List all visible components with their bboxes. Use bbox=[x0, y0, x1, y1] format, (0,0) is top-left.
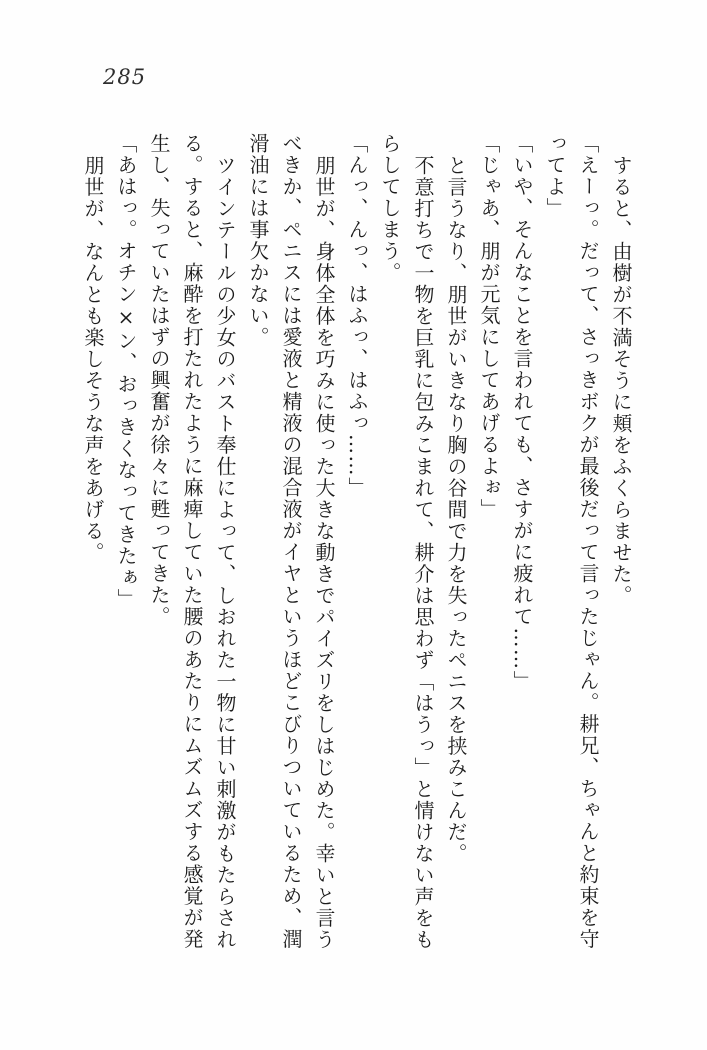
text-column: らしてしまう。 bbox=[378, 133, 402, 284]
text-column: と言うなり、朋世がいきなり胸の谷間で力を失ったペニスを挟みこんだ。 bbox=[444, 154, 468, 864]
text-column: 「んっ、んっ、はふっ、はふっ……」 bbox=[345, 133, 369, 499]
text-column: 不意打ちで一物を巨乳に包みこまれて、耕介は思わず「はうっ」と情けない声をも bbox=[411, 154, 435, 950]
text-column: る。すると、麻酔を打たれたように麻痺していた腰のあたりにムズムズする感覚が発 bbox=[180, 133, 204, 950]
text-column: 朋世が、なんとも楽しそうな声をあげる。 bbox=[81, 154, 105, 563]
text-column: ツインテールの少女のバスト奉仕によって、しおれた一物に甘い刺激がもたらされ bbox=[213, 154, 237, 950]
text-column: 朋世が、身体全体を巧みに使った大きな動きでパイズリをしはじめた。幸いと言う bbox=[312, 154, 336, 950]
text-column: 「いや、そんなことを言われても、さすがに疲れて……」 bbox=[510, 133, 534, 692]
text-column: べきか、ペニスには愛液と精液の混合液がイヤというほどこびりついているため、潤 bbox=[279, 133, 303, 950]
text-column: 「あはっ。オチン×ン、おっきくなってきたぁ」 bbox=[114, 133, 138, 610]
text-column: 「えーっ。だって、さっきボクが最後だって言ったじゃん。耕兄、ちゃんと約束を守 bbox=[576, 133, 600, 950]
text-column: 生し、失っていたはずの興奮が徐々に甦ってきた。 bbox=[147, 133, 171, 628]
text-column: すると、由樹が不満そうに頬をふくらませた。 bbox=[609, 154, 633, 606]
text-column: 「じゃあ、朋が元気にしてあげるよぉ」 bbox=[477, 133, 501, 520]
text-column: ってよ」 bbox=[543, 133, 567, 219]
text-column: 滑油には事欠かない。 bbox=[246, 133, 270, 348]
text-area bbox=[76, 133, 637, 953]
page-number: 285 bbox=[103, 65, 147, 89]
